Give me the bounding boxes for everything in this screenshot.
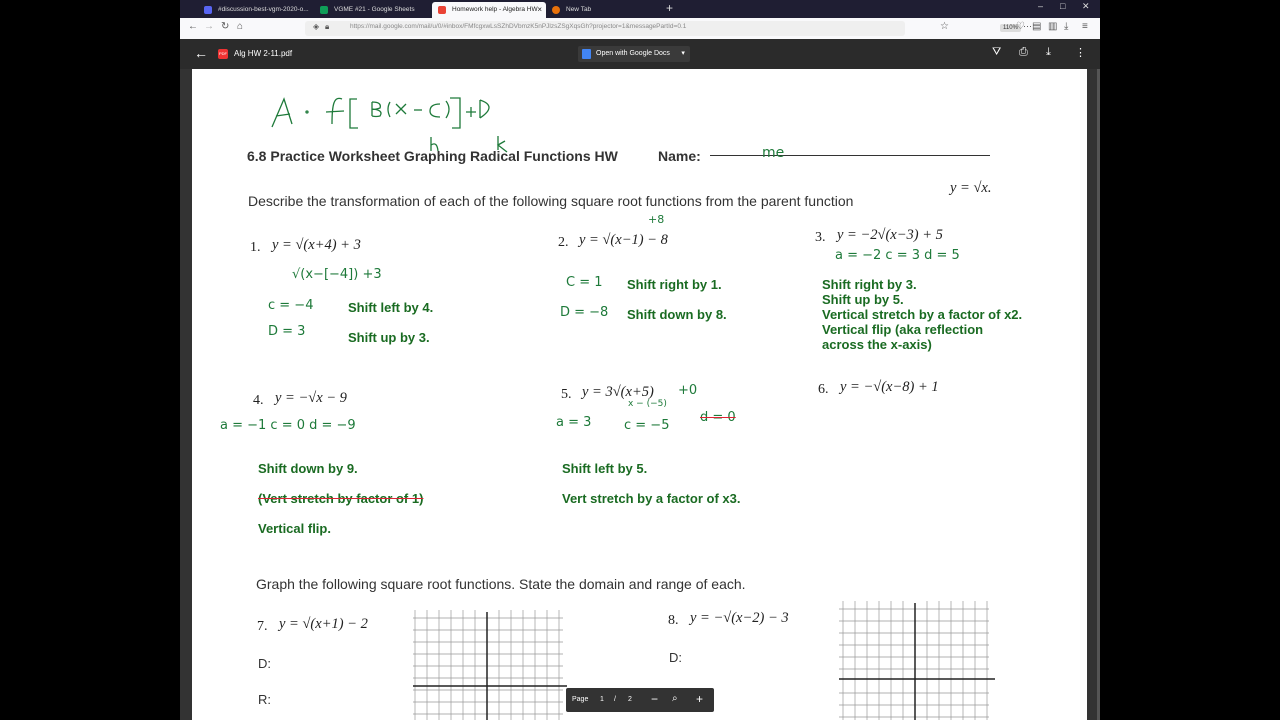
problem-8-number: 8. xyxy=(668,613,679,628)
shield-icon[interactable]: ◈ xyxy=(313,22,320,31)
back-icon[interactable]: ← xyxy=(188,21,198,32)
library-icon[interactable]: ▤ xyxy=(1032,21,1042,32)
problem-5-work-1: +0 xyxy=(678,383,698,398)
problem-3-answer-4: Vertical flip (aka reflection xyxy=(822,322,984,337)
problem-3-answer-5: across the x-axis) xyxy=(822,337,932,352)
name-line xyxy=(710,155,990,156)
reload-icon[interactable]: ↻ xyxy=(221,21,230,32)
download-icon[interactable]: ⤓ xyxy=(1046,46,1051,58)
open-with-label: Open with Google Docs xyxy=(596,50,670,57)
back-arrow-icon[interactable]: ← xyxy=(194,45,208,61)
problem-3-equation: y = −2√(x−3) + 5 xyxy=(837,227,943,243)
zoom-out-icon[interactable]: − xyxy=(651,692,659,706)
problem-6-number: 6. xyxy=(818,382,829,397)
problem-3-number: 3. xyxy=(815,230,826,245)
menu-icon[interactable]: ≡ xyxy=(1082,21,1088,32)
problem-4-answer-1: Shift down by 9. xyxy=(258,461,358,476)
more-options-icon[interactable]: ⋮ xyxy=(1075,47,1086,59)
tab-new-tab[interactable] xyxy=(546,2,658,18)
name-label: Name: xyxy=(658,148,701,164)
tab-label: New Tab xyxy=(566,6,592,13)
problem-2-equation: y = √(x−1) − 8 xyxy=(579,232,668,248)
sheets-icon xyxy=(320,6,328,14)
page-navigation-control xyxy=(566,688,714,712)
problem-5-number: 5. xyxy=(561,387,572,402)
pdf-page xyxy=(192,69,1087,720)
firefox-icon xyxy=(552,6,560,14)
problem-5-equation: y = 3√(x+5) xyxy=(582,384,654,400)
close-window-icon[interactable]: ✕ xyxy=(1082,1,1090,11)
problem-1-answer-2: Shift up by 3. xyxy=(348,330,430,345)
page-separator: / xyxy=(614,696,616,703)
problem-7-equation: y = √(x+1) − 2 xyxy=(279,616,368,632)
forward-icon[interactable]: → xyxy=(204,21,214,32)
url-text[interactable]: https://mail.google.com/mail/u/0/#inbox/FMfcgxwLsSZhDVbmzK5nPJlzsZSgXqsGh?projector=1&messagePartId=0.1 xyxy=(350,23,687,30)
problem-2-answer-1: Shift right by 1. xyxy=(627,277,722,292)
tab-discord[interactable] xyxy=(198,2,310,18)
close-tab-icon[interactable]: × xyxy=(537,5,542,14)
problem-7-domain-label: D: xyxy=(258,656,271,671)
problem-4-answer-2: (Vert stretch by factor of 1) xyxy=(258,491,424,506)
add-to-drive-icon[interactable]: ⛛ xyxy=(992,46,1002,58)
tab-label: Homework help - Algebra HW xyxy=(452,6,538,13)
pdf-file-icon: PDF xyxy=(218,49,228,59)
problem-5-work-3: a = 3 xyxy=(556,415,592,430)
problem-7-graph-grid xyxy=(413,610,569,720)
problem-1-work-3: D = 3 xyxy=(268,324,306,339)
problem-5-answer-2: Vert stretch by a factor of x3. xyxy=(562,491,741,506)
name-value: me xyxy=(762,145,785,161)
minimize-icon[interactable]: – xyxy=(1038,1,1044,11)
address-bar[interactable] xyxy=(305,21,1032,36)
problem-5-work-2: x − (−5) xyxy=(628,399,667,409)
maximize-icon[interactable]: □ xyxy=(1060,1,1066,11)
problem-8-domain-label: D: xyxy=(669,650,682,665)
pocket-icon[interactable]: ♡ xyxy=(1016,21,1025,32)
problem-1-number: 1. xyxy=(250,240,261,255)
problem-1-answer-1: Shift left by 4. xyxy=(348,300,434,315)
current-page[interactable]: 1 xyxy=(600,696,604,703)
problem-2-work-2: C = 1 xyxy=(566,275,603,290)
tab-label: VGME #21 - Google Sheets xyxy=(334,6,415,13)
problem-1-equation: y = √(x+4) + 3 xyxy=(272,237,361,253)
scrollbar[interactable] xyxy=(1097,69,1100,720)
zoom-level[interactable]: 110% xyxy=(1000,24,1021,32)
page-label: Page xyxy=(572,696,589,703)
navigation-bar xyxy=(180,18,1100,39)
sidebar-icon[interactable]: ▥ xyxy=(1048,21,1058,32)
tab-google-sheets[interactable] xyxy=(314,2,426,18)
browser-window xyxy=(180,0,1100,720)
chevron-down-icon[interactable]: ▾ xyxy=(681,50,685,57)
problem-8-graph-grid xyxy=(839,599,997,720)
google-docs-icon xyxy=(582,49,591,59)
problem-4-equation: y = −√x − 9 xyxy=(275,390,347,406)
home-icon[interactable]: ⌂ xyxy=(237,21,244,32)
problem-7-range-label: R: xyxy=(258,692,271,707)
problem-3-work: a = −2 c = 3 d = 5 xyxy=(835,248,960,263)
instruction-text: Describe the transformation of each of the following square root functions from the parent function xyxy=(248,193,854,209)
problem-4-work: a = −1 c = 0 d = −9 xyxy=(220,418,356,433)
problem-1-work-2: c = −4 xyxy=(268,298,314,313)
problem-4-number: 4. xyxy=(253,393,264,408)
tab-bar xyxy=(180,0,1100,18)
problem-1-work-1: √(x−[−4]) +3 xyxy=(292,267,382,282)
zoom-search-icon[interactable]: ⌕ xyxy=(672,693,678,704)
page-actions-icon[interactable]: ⋯ xyxy=(1023,21,1032,31)
total-pages: 2 xyxy=(628,696,632,703)
problem-8-equation: y = −√(x−2) − 3 xyxy=(690,610,789,626)
zoom-in-icon[interactable]: + xyxy=(696,692,704,706)
problem-3-answer-3: Vertical stretch by a factor of x2. xyxy=(822,307,1023,322)
lock-icon[interactable]: 🔒︎ xyxy=(325,22,330,31)
worksheet-title: 6.8 Practice Worksheet Graphing Radical Functions HW xyxy=(247,148,618,164)
graph-instruction: Graph the following square root functions. State the domain and range of each. xyxy=(256,576,746,592)
problem-3-answer-2: Shift up by 5. xyxy=(822,292,904,307)
problem-2-number: 2. xyxy=(558,235,569,250)
bookmark-star-icon[interactable]: ☆ xyxy=(940,21,949,32)
problem-2-answer-2: Shift down by 8. xyxy=(627,307,727,322)
problem-5-work-5: d = 0 xyxy=(700,410,736,425)
gmail-icon xyxy=(438,6,446,14)
problem-2-work-3: D = −8 xyxy=(560,305,609,320)
parent-function: y = √x. xyxy=(950,180,992,196)
problem-4-answer-3: Vertical flip. xyxy=(258,521,331,536)
pdf-viewer-toolbar xyxy=(180,39,1100,69)
problem-6-equation: y = −√(x−8) + 1 xyxy=(840,379,939,395)
discord-icon xyxy=(204,6,212,14)
open-with-google-docs-button[interactable] xyxy=(578,46,690,62)
tab-label: #discussion-best-vgm-2020-o... xyxy=(218,6,309,13)
problem-5-work-4: c = −5 xyxy=(624,418,670,433)
print-icon[interactable]: ⎙ xyxy=(1019,46,1028,58)
problem-5-answer-1: Shift left by 5. xyxy=(562,461,648,476)
problem-3-answer-1: Shift right by 3. xyxy=(822,277,917,292)
new-tab-icon[interactable]: + xyxy=(666,1,674,15)
problem-7-number: 7. xyxy=(257,619,268,634)
pdf-file-name: Alg HW 2-11.pdf xyxy=(234,49,293,58)
downloads-icon[interactable]: ⤓ xyxy=(1064,21,1069,32)
problem-2-work-1: +8 xyxy=(648,213,665,226)
tab-gmail[interactable] xyxy=(432,2,546,18)
